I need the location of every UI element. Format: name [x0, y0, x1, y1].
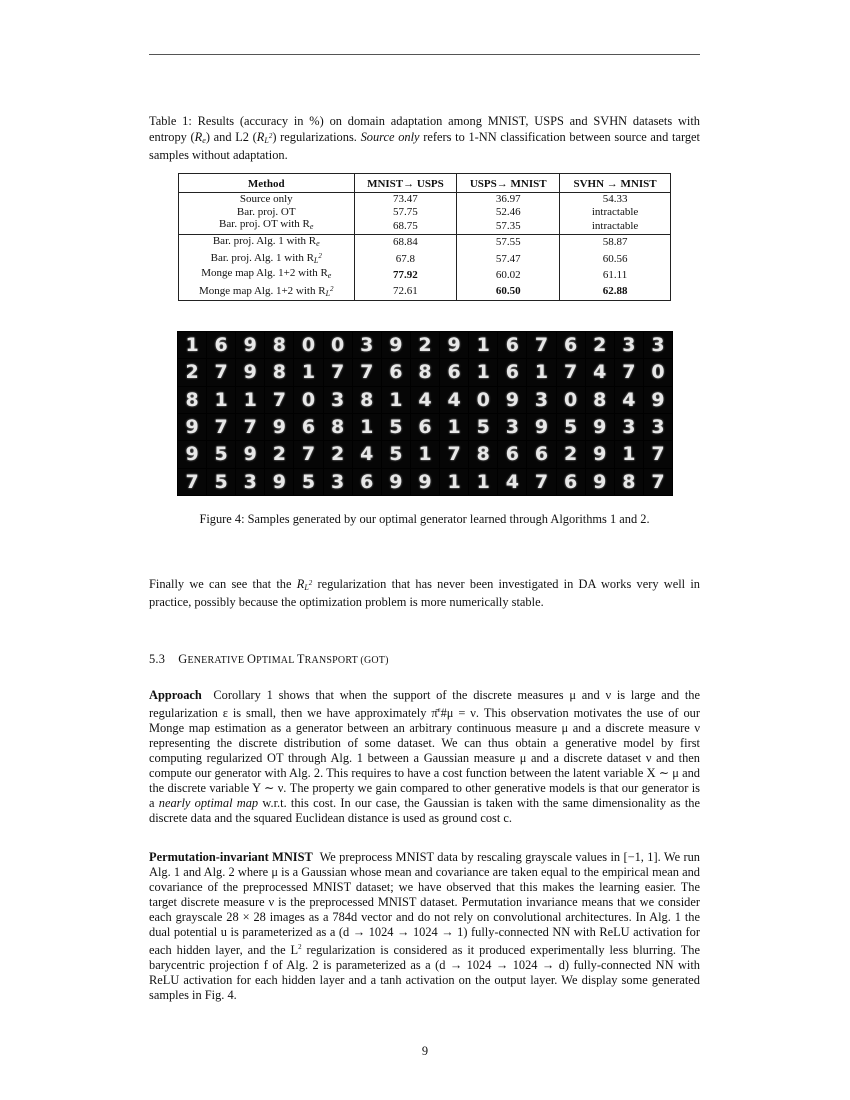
cell-svhn-mnist: 61.11 — [560, 267, 671, 282]
sample-digit: 7 — [207, 359, 235, 385]
sample-digit: 8 — [265, 332, 293, 358]
sample-digit: 1 — [469, 359, 497, 385]
sample-digit: 7 — [353, 359, 381, 385]
sample-digit: 3 — [644, 414, 672, 440]
sample-digit: 7 — [557, 359, 585, 385]
sample-digit: 5 — [469, 414, 497, 440]
cell-method: Bar. proj. Alg. 1 with $R_e$ — [179, 234, 355, 250]
sample-digit: 4 — [353, 441, 381, 467]
sample-digit: 7 — [527, 332, 555, 358]
table-row — [179, 283, 671, 301]
sample-digit: 7 — [294, 441, 322, 467]
sample-digit: 7 — [265, 387, 293, 413]
table-row — [179, 206, 671, 218]
sample-digit: 6 — [411, 414, 439, 440]
sample-digit: 4 — [440, 387, 468, 413]
sample-digit: 1 — [207, 387, 235, 413]
cell-svhn-mnist: 54.33 — [560, 193, 671, 206]
sample-digit: 3 — [615, 332, 643, 358]
paragraph-permutation-invariant-mnist: Permutation-invariant MNIST We preprocess MNIST data by rescaling grayscale values in [−1, 1]. We run Alg. 1 and Alg. 2 where μ is a Gaussian whose mean and covariance are taken equal to the empirical mean and covariance of the preprocessed MNIST dataset; we have observed that this makes the learning easier. The target discrete measure ν is the preprocessed MNIST dataset. Permutation invariance means that we consider each grayscale 28 × 28 images as a 784d vector and do not rely on convolutional architectures. In Alg. 1 the dual potential u is parameterized as a (d → 1024 → 1024 → 1) fully-connected NN with ReLU activation for each hidden layer, and the $L^2$ regularization is considered as it produced experimentally less blurring. The barycentric projection f of Alg. 2 is parameterized as a (d → 1024 → 1024 → d) fully-connected NN with ReLU activation for each hidden layer and a tanh activation on the output layer. We display some generated samples in Fig. 4. — [149, 850, 700, 1003]
cell-svhn-mnist: 58.87 — [560, 234, 671, 250]
sample-digit: 2 — [557, 441, 585, 467]
sample-digit: 9 — [236, 359, 264, 385]
cell-method: Bar. proj. OT with $R_e$ — [179, 218, 355, 234]
sample-digit: 9 — [178, 414, 206, 440]
sample-digit: 3 — [498, 414, 526, 440]
sample-digit: 9 — [498, 387, 526, 413]
sample-digit: 9 — [586, 414, 614, 440]
cell-svhn-mnist: 60.56 — [560, 250, 671, 267]
sample-digit: 7 — [527, 469, 555, 495]
sample-digit: 6 — [498, 441, 526, 467]
sample-digit: 9 — [265, 469, 293, 495]
sample-digit: 7 — [440, 441, 468, 467]
sample-digit: 1 — [440, 469, 468, 495]
sample-digit: 2 — [411, 332, 439, 358]
sample-digit: 9 — [265, 414, 293, 440]
cell-usps-mnist: 52.46 — [457, 206, 560, 218]
sample-digit: 3 — [644, 332, 672, 358]
sample-digit: 4 — [586, 359, 614, 385]
cell-svhn-mnist: intractable — [560, 206, 671, 218]
cell-mnist-usps: 67.8 — [354, 250, 457, 267]
header-usps-mnist: USPS→ MNIST — [457, 174, 560, 193]
sample-digit: 7 — [207, 414, 235, 440]
sample-digit: 7 — [236, 414, 264, 440]
sample-digit: 8 — [615, 469, 643, 495]
header-svhn-mnist: SVHN → MNIST — [560, 174, 671, 193]
cell-mnist-usps: 77.92 — [354, 267, 457, 282]
sample-digit: 8 — [353, 387, 381, 413]
figure-caption: Figure 4: Samples generated by our optimal generator learned through Algorithms 1 and 2. — [199, 512, 650, 526]
header-mnist-usps: MNIST→ USPS — [354, 174, 457, 193]
sample-digit: 6 — [353, 469, 381, 495]
sample-digit: 9 — [382, 332, 410, 358]
sample-digit: 6 — [498, 359, 526, 385]
sample-digit: 6 — [527, 441, 555, 467]
page-number: 9 — [421, 1044, 429, 1058]
sample-digit: 4 — [498, 469, 526, 495]
sample-digit: 7 — [644, 441, 672, 467]
sample-digit: 6 — [382, 359, 410, 385]
sample-digit: 5 — [382, 441, 410, 467]
generated-samples-grid — [177, 331, 673, 496]
paragraph-approach: Approach Corollary 1 shows that when the support of the discrete measures μ and ν is large and the regularization ε is small, then we have approximately π̄$^\varepsilon$#μ = ν. This observation motivates the use of our Monge map estimation as a generator between an arbitrary continuous measure μ and a discrete measure ν representing the discrete distribution of some dataset. We can thus obtain a generative model by first computing regularized OT through Alg. 1 between a Gaussian measure μ and a discrete dataset ν and then compute our generator with Alg. 2. This requires to have a cost function between the latent variable X ∼ μ and the discrete variable Y ∼ ν. The property we gain compared to other generative models is that our generator is a nearly optimal map w.r.t. this cost. In our case, the Gaussian is taken with the same dimensionality as the discrete data and the squared Euclidean distance is used as ground cost c. — [149, 688, 701, 826]
cell-mnist-usps: 72.61 — [354, 283, 457, 301]
sample-digit: 7 — [615, 359, 643, 385]
sample-digit: 3 — [353, 332, 381, 358]
cell-mnist-usps: 73.47 — [354, 193, 457, 206]
sample-digit: 7 — [644, 469, 672, 495]
sample-digit: 4 — [615, 387, 643, 413]
sample-digit: 2 — [586, 332, 614, 358]
sample-digit: 5 — [294, 469, 322, 495]
sample-digit: 6 — [294, 414, 322, 440]
sample-digit: 6 — [440, 359, 468, 385]
results-table — [178, 173, 671, 301]
header-method: Method — [179, 174, 355, 193]
sample-digit: 1 — [469, 469, 497, 495]
sample-digit: 3 — [324, 469, 352, 495]
sample-digit: 9 — [236, 332, 264, 358]
cell-usps-mnist: 57.35 — [457, 218, 560, 234]
cell-method: Monge map Alg. 1+2 with $R_{L2}$ — [179, 283, 355, 301]
table-row — [179, 267, 671, 282]
table-body — [179, 193, 671, 301]
cell-method: Source only — [179, 193, 355, 206]
sample-digit: 1 — [615, 441, 643, 467]
sample-digit: 5 — [207, 469, 235, 495]
sample-digit: 5 — [207, 441, 235, 467]
table-row — [179, 193, 671, 206]
cell-method: Bar. proj. OT — [179, 206, 355, 218]
sample-digit: 5 — [557, 414, 585, 440]
sample-digit: 9 — [236, 441, 264, 467]
sample-digit: 2 — [178, 359, 206, 385]
sample-digit: 9 — [178, 441, 206, 467]
sample-digit: 4 — [411, 387, 439, 413]
cell-mnist-usps: 57.75 — [354, 206, 457, 218]
sample-digit: 1 — [382, 387, 410, 413]
sample-digit: 8 — [469, 441, 497, 467]
sample-digit: 0 — [324, 332, 352, 358]
sample-digit: 7 — [324, 359, 352, 385]
sample-digit: 0 — [557, 387, 585, 413]
sample-digit: 7 — [178, 469, 206, 495]
table-row — [179, 250, 671, 267]
sample-digit: 1 — [469, 332, 497, 358]
sample-digit: 3 — [324, 387, 352, 413]
table-header-row — [179, 174, 671, 193]
sample-digit: 8 — [586, 387, 614, 413]
sample-digit: 9 — [644, 387, 672, 413]
cell-mnist-usps: 68.75 — [354, 218, 457, 234]
sample-digit: 1 — [294, 359, 322, 385]
sample-digit: 1 — [178, 332, 206, 358]
sample-digit: 9 — [586, 469, 614, 495]
sample-digit: 9 — [440, 332, 468, 358]
cell-method: Monge map Alg. 1+2 with $R_e$ — [179, 267, 355, 282]
sample-digit: 1 — [527, 359, 555, 385]
cell-usps-mnist: 57.55 — [457, 234, 560, 250]
sample-digit: 8 — [411, 359, 439, 385]
sample-digit: 5 — [382, 414, 410, 440]
cell-method: Bar. proj. Alg. 1 with $R_{L2}$ — [179, 250, 355, 267]
sample-digit: 6 — [557, 469, 585, 495]
sample-digit: 0 — [644, 359, 672, 385]
cell-usps-mnist: 57.47 — [457, 250, 560, 267]
sample-digit: 6 — [498, 332, 526, 358]
table-caption: Table 1: Results (accuracy in %) on domain adaptation among MNIST, USPS and SVHN datasets with entropy $(R_e)$ and L2 $(R_{L2})$ regularizations. Source only refers to 1-NN classification between source and target samples without adaptation. — [149, 114, 700, 162]
sample-digit: 1 — [236, 387, 264, 413]
section-heading: 5.3 GENERATIVE OPTIMAL TRANSPORT (GOT) — [149, 652, 389, 666]
sample-digit: 1 — [440, 414, 468, 440]
sample-digit: 0 — [294, 387, 322, 413]
sample-digit: 0 — [294, 332, 322, 358]
sample-digit: 2 — [324, 441, 352, 467]
cell-mnist-usps: 68.84 — [354, 234, 457, 250]
header-rule — [149, 54, 700, 55]
sample-digit: 8 — [324, 414, 352, 440]
table-row — [179, 218, 671, 234]
sample-digit: 3 — [527, 387, 555, 413]
sample-digit: 8 — [178, 387, 206, 413]
paragraph-final: Finally we can see that the $R_{L2}$ regularization that has never been investigated in DA works very well in practice, possibly because the optimization problem is more numerically stable. — [149, 577, 700, 609]
sample-digit: 1 — [411, 441, 439, 467]
sample-digit: 9 — [586, 441, 614, 467]
sample-digit: 1 — [353, 414, 381, 440]
sample-digit: 6 — [207, 332, 235, 358]
cell-svhn-mnist: intractable — [560, 218, 671, 234]
sample-digit: 8 — [265, 359, 293, 385]
sample-digit: 3 — [236, 469, 264, 495]
cell-usps-mnist: 60.02 — [457, 267, 560, 282]
sample-digit: 0 — [469, 387, 497, 413]
sample-digit: 9 — [527, 414, 555, 440]
sample-digit: 6 — [557, 332, 585, 358]
sample-digit: 9 — [411, 469, 439, 495]
sample-digit: 9 — [382, 469, 410, 495]
cell-usps-mnist: 60.50 — [457, 283, 560, 301]
table-row — [179, 234, 671, 250]
cell-svhn-mnist: 62.88 — [560, 283, 671, 301]
sample-digit: 2 — [265, 441, 293, 467]
sample-digit: 3 — [615, 414, 643, 440]
cell-usps-mnist: 36.97 — [457, 193, 560, 206]
